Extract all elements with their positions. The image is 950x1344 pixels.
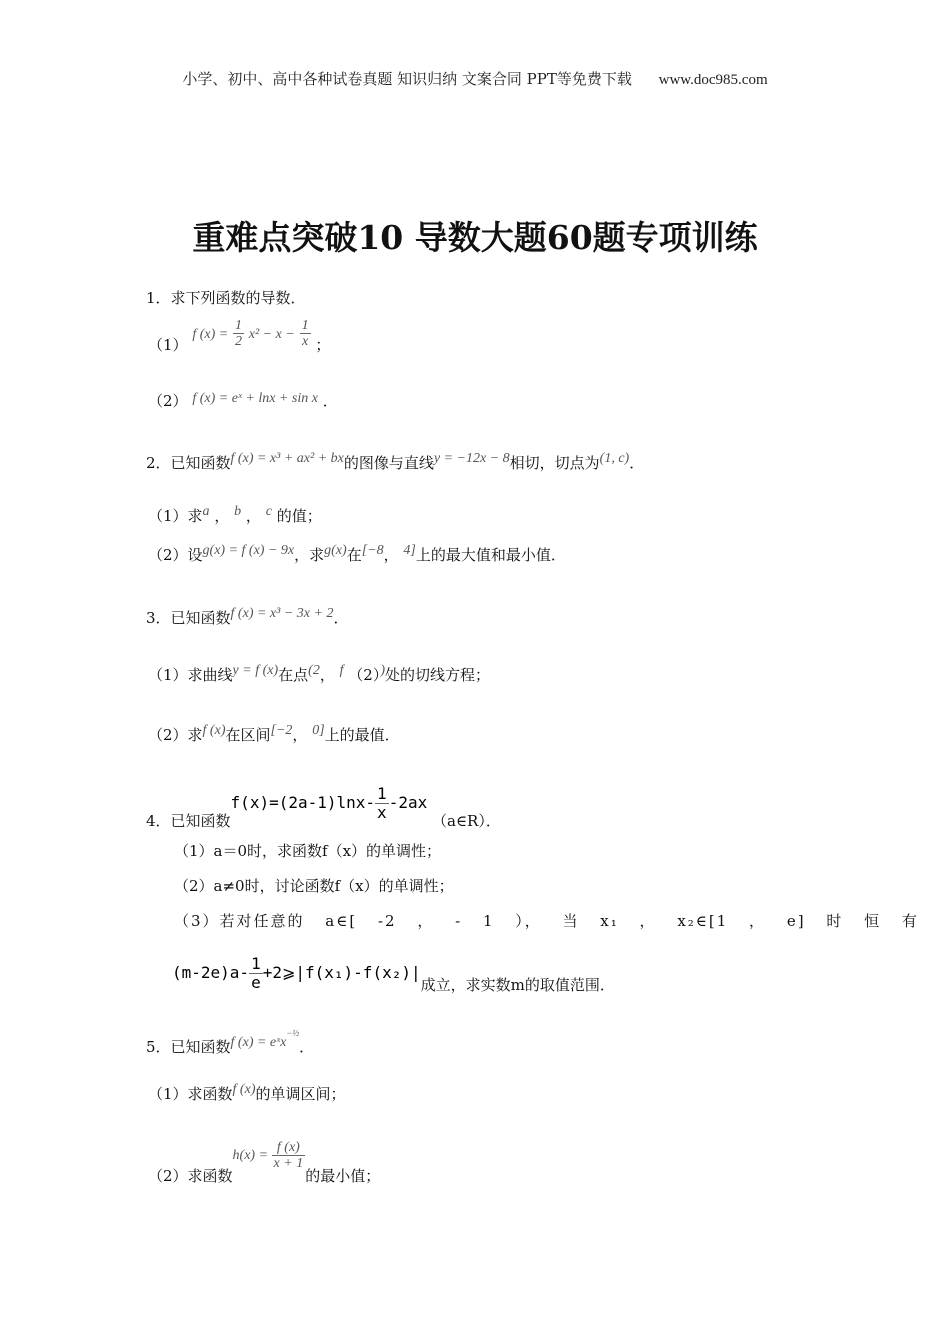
q3-function: f (x) = x³ − 3x + 2 [230,606,334,621]
q2-line: y = −12x − 8 [433,451,510,466]
q5-function: f (x) = eˣx$^{-\frac{1}{2}}$ [230,1028,300,1050]
q1-part2 [148,390,338,411]
q2-part1: （1）求a ， b ， c 的值； [148,504,322,525]
q3-part2: （2）求f (x)在区间[−2， 0]上的最值． [148,723,400,744]
q1-part1-frac2: $\frac{1}{x}$ [301,318,309,350]
q4-stem: 4．已知函数f(x)=(2a-1)lnx- $\frac{1}{x}$ -2ax （a∈R）． [146,784,501,830]
q4-function: f(x)=(2a-1)lnx- $\frac{1}{x}$ -2ax [230,784,428,822]
q4-inequality: (m-2e)a- $\frac{1}{e}$ +2⩾|f(x₁)-f(x₂)| [172,954,421,992]
q5-part1: （1）求函数f (x)的单调区间； [148,1082,346,1103]
q1-part1-lhs: f (x) = [192,326,229,342]
q4-part1: （1）a＝0时，求函数f（x）的单调性； [174,842,442,860]
q5-h-definition: h(x) = $\frac{f (x)}{x + 1}$ [232,1140,304,1172]
q2-function: f (x) = x³ + ax² + bx [230,451,344,466]
q2-part2: （2）设g(x) = f (x) − 9x，求g(x)在[−8， 4]上的最大值和最小值． [148,543,566,564]
q1-part1-frac1: $\frac{1}{2}$ [234,318,242,350]
q4-part3: （3）若对任意的 a∈[ -2 ， - 1 ）， 当 x₁ ， x₂∈[1 ， e] 时 恒 有 [174,912,919,930]
q4-part3-cont: (m-2e)a- $\frac{1}{e}$ +2⩾|f(x₁)-f(x₂)|成立，求实数m的取值范围． [172,954,615,994]
header-site[interactable]: www.doc985.com [658,72,768,88]
q2-tangent-point: (1, c) [599,451,630,466]
q1-part2-expr: f (x) = eˣ + lnx + sin x [192,391,318,406]
page-header [0,68,950,89]
q1-part1-label: （1） [148,335,188,354]
q5-stem: 5．已知函数f (x) = eˣx$^{-\frac{1}{2}}$． [146,1028,315,1056]
q4-part2: （2）a≠0时，讨论函数f（x）的单调性； [174,877,454,895]
q3-part1: （1）求曲线y = f (x)在点(2， f （2）)处的切线方程； [148,663,491,684]
q5-part2: （2）求函数h(x) = $\frac{f (x)}{x + 1}$ 的最小值； [148,1140,381,1186]
page-title: 重难点突破10 导数大题60题专项训练 [192,218,758,257]
q1-part1-end: ； [315,335,331,354]
q1-part1 [148,318,331,362]
q1-stem: 1．求下列函数的导数． [146,289,306,307]
q1-part1-mid: x² − x − [248,326,295,342]
q1-part2-label: （2） [148,392,188,410]
q2-g-definition: g(x) = f (x) − 9x [202,543,295,558]
q2-stem: 2．已知函数f (x) = x³ + ax² + bx的图像与直线y = −12x − 8相切，切点为(1, c)． [146,451,645,472]
q1-part2-end: ． [322,392,338,410]
q3-stem: 3．已知函数f (x) = x³ − 3x + 2． [146,606,349,627]
header-text: 小学、初中、高中各种试卷真题 知识归纳 文案合同 PPT等免费下载 [182,70,632,88]
